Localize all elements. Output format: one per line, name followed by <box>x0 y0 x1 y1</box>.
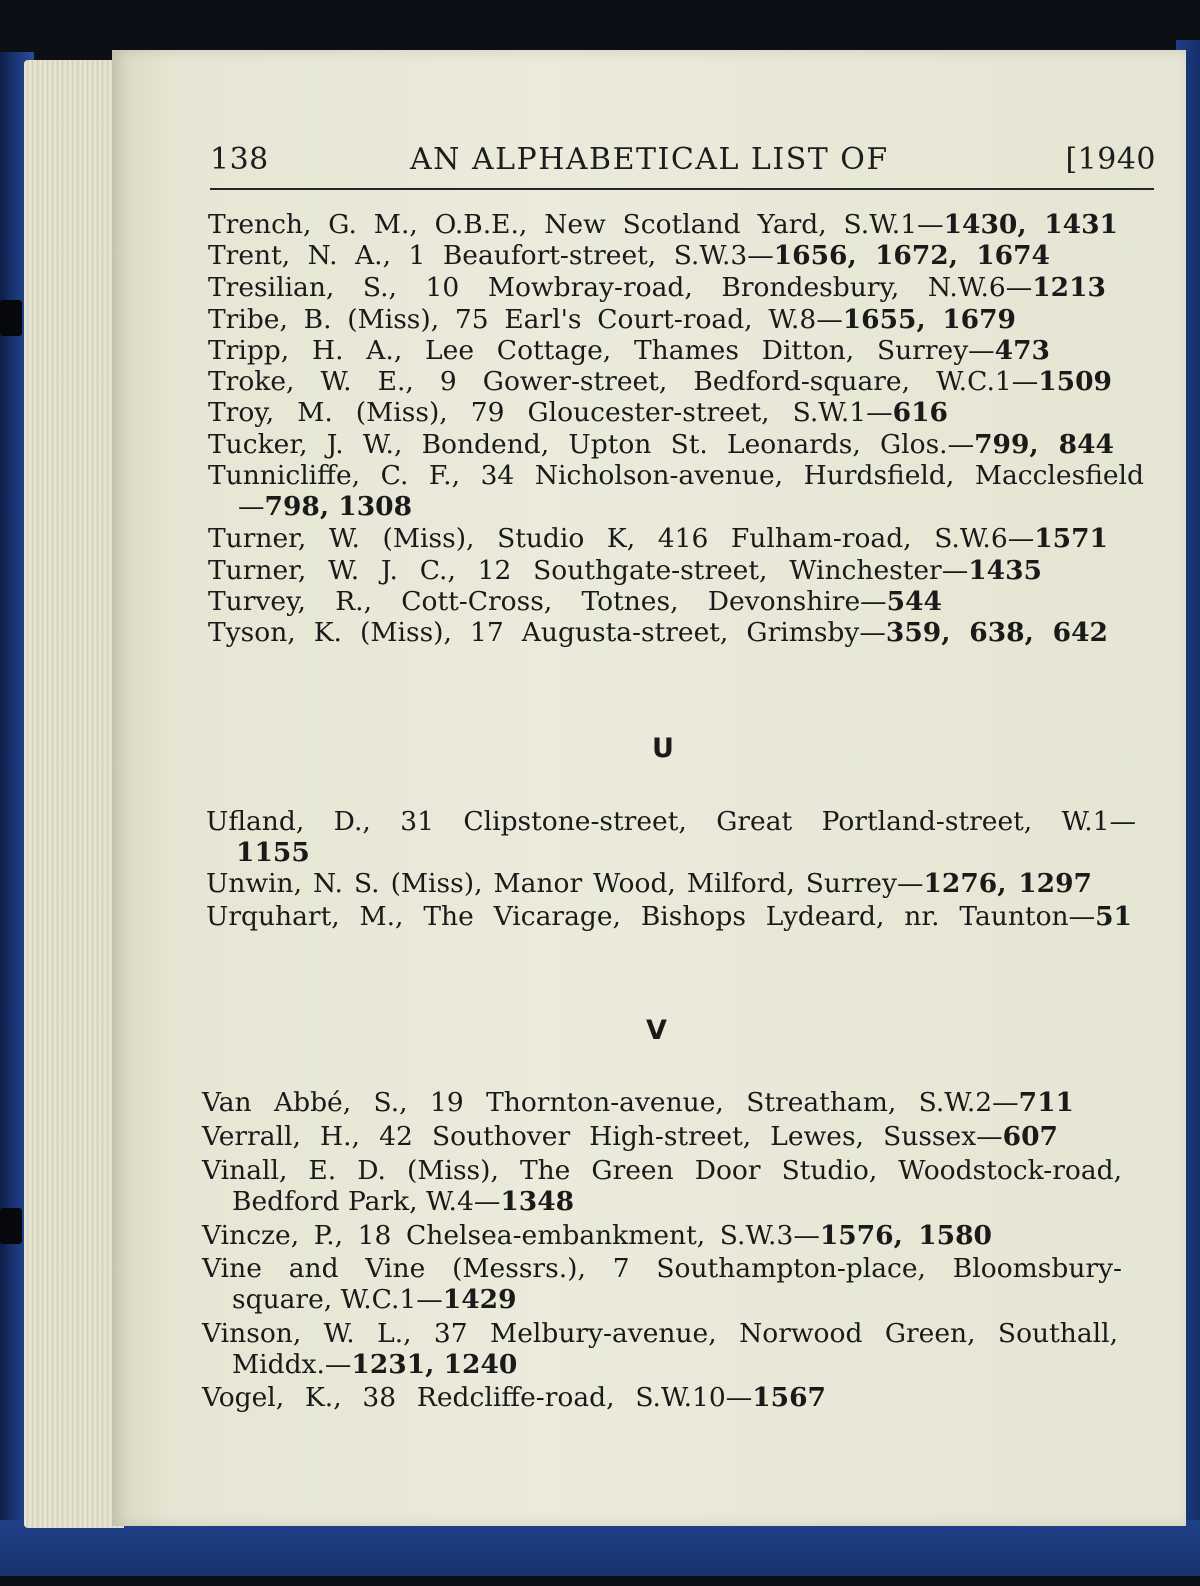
list-entry: Trench, G. M., O.B.E., New Scotland Yard, S.W.1—1430, 1431 <box>208 209 1118 240</box>
list-entry: Urquhart, M., The Vicarage, Bishops Lydeard, nr. Taunton—51 <box>206 901 1132 932</box>
page-edges <box>24 60 124 1528</box>
binding-strap <box>0 300 22 336</box>
list-entry: Tyson, K. (Miss), 17 Augusta-street, Grimsby—359, 638, 642 <box>208 617 1108 648</box>
running-head <box>210 138 1160 182</box>
page-year: [1940 <box>1065 142 1156 177</box>
list-entry: Troy, M. (Miss), 79 Gloucester-street, S.W.1—616 <box>208 397 948 428</box>
list-entry: Vogel, K., 38 Redcliffe-road, S.W.10—1567 <box>202 1382 826 1413</box>
book-cover-bottom <box>0 1520 1200 1576</box>
binding-strap <box>0 1208 22 1244</box>
list-entry: Tunnicliffe, C. F., 34 Nicholson-avenue, Hurdsfield, Macclesfield —798, 1308 <box>208 460 1144 522</box>
list-entry: Ufland, D., 31 Clipstone-street, Great Portland-street, W.1— 1155 <box>206 806 1136 868</box>
list-entry: Vine and Vine (Messrs.), 7 Southampton-place, Bloomsbury- square, W.C.1—1429 <box>202 1253 1122 1315</box>
list-entry: Trent, N. A., 1 Beaufort-street, S.W.3—1656, 1672, 1674 <box>208 240 1051 271</box>
list-entry: Troke, W. E., 9 Gower-street, Bedford-square, W.C.1—1509 <box>208 366 1112 397</box>
list-entry: Van Abbé, S., 19 Thornton-avenue, Streatham, S.W.2—711 <box>202 1087 1074 1118</box>
list-entry: Verrall, H., 42 Southover High-street, Lewes, Sussex—607 <box>202 1121 1058 1152</box>
list-entry: Tribe, B. (Miss), 75 Earl's Court-road, W.8—1655, 1679 <box>208 304 1016 335</box>
list-entry: Vinson, W. L., 37 Melbury-avenue, Norwood Green, Southall, Middx.—1231, 1240 <box>202 1318 1118 1380</box>
list-entry: Tripp, H. A., Lee Cottage, Thames Ditton, Surrey—473 <box>208 335 1050 366</box>
list-entry: Turner, W. (Miss), Studio K, 416 Fulham-road, S.W.6—1571 <box>208 523 1108 554</box>
list-entry: Turvey, R., Cott-Cross, Totnes, Devonshire—544 <box>208 586 942 617</box>
section-letter-u: U <box>652 733 674 764</box>
section-letter-v: V <box>646 1015 667 1046</box>
header-rule <box>210 188 1154 190</box>
list-entry: Vinall, E. D. (Miss), The Green Door Studio, Woodstock-road, Bedford Park, W.4—1348 <box>202 1155 1122 1217</box>
list-entry: Vincze, P., 18 Chelsea-embankment, S.W.3—1576, 1580 <box>202 1220 992 1251</box>
page-number: 138 <box>210 142 269 177</box>
list-entry: Tucker, J. W., Bondend, Upton St. Leonards, Glos.—799, 844 <box>208 429 1114 460</box>
list-entry: Turner, W. J. C., 12 Southgate-street, Winchester—1435 <box>208 555 1042 586</box>
page-title: AN ALPHABETICAL LIST OF <box>410 142 889 177</box>
list-entry: Tresilian, S., 10 Mowbray-road, Brondesbury, N.W.6—1213 <box>208 272 1106 303</box>
list-entry: Unwin, N. S. (Miss), Manor Wood, Milford, Surrey—1276, 1297 <box>206 868 1092 899</box>
